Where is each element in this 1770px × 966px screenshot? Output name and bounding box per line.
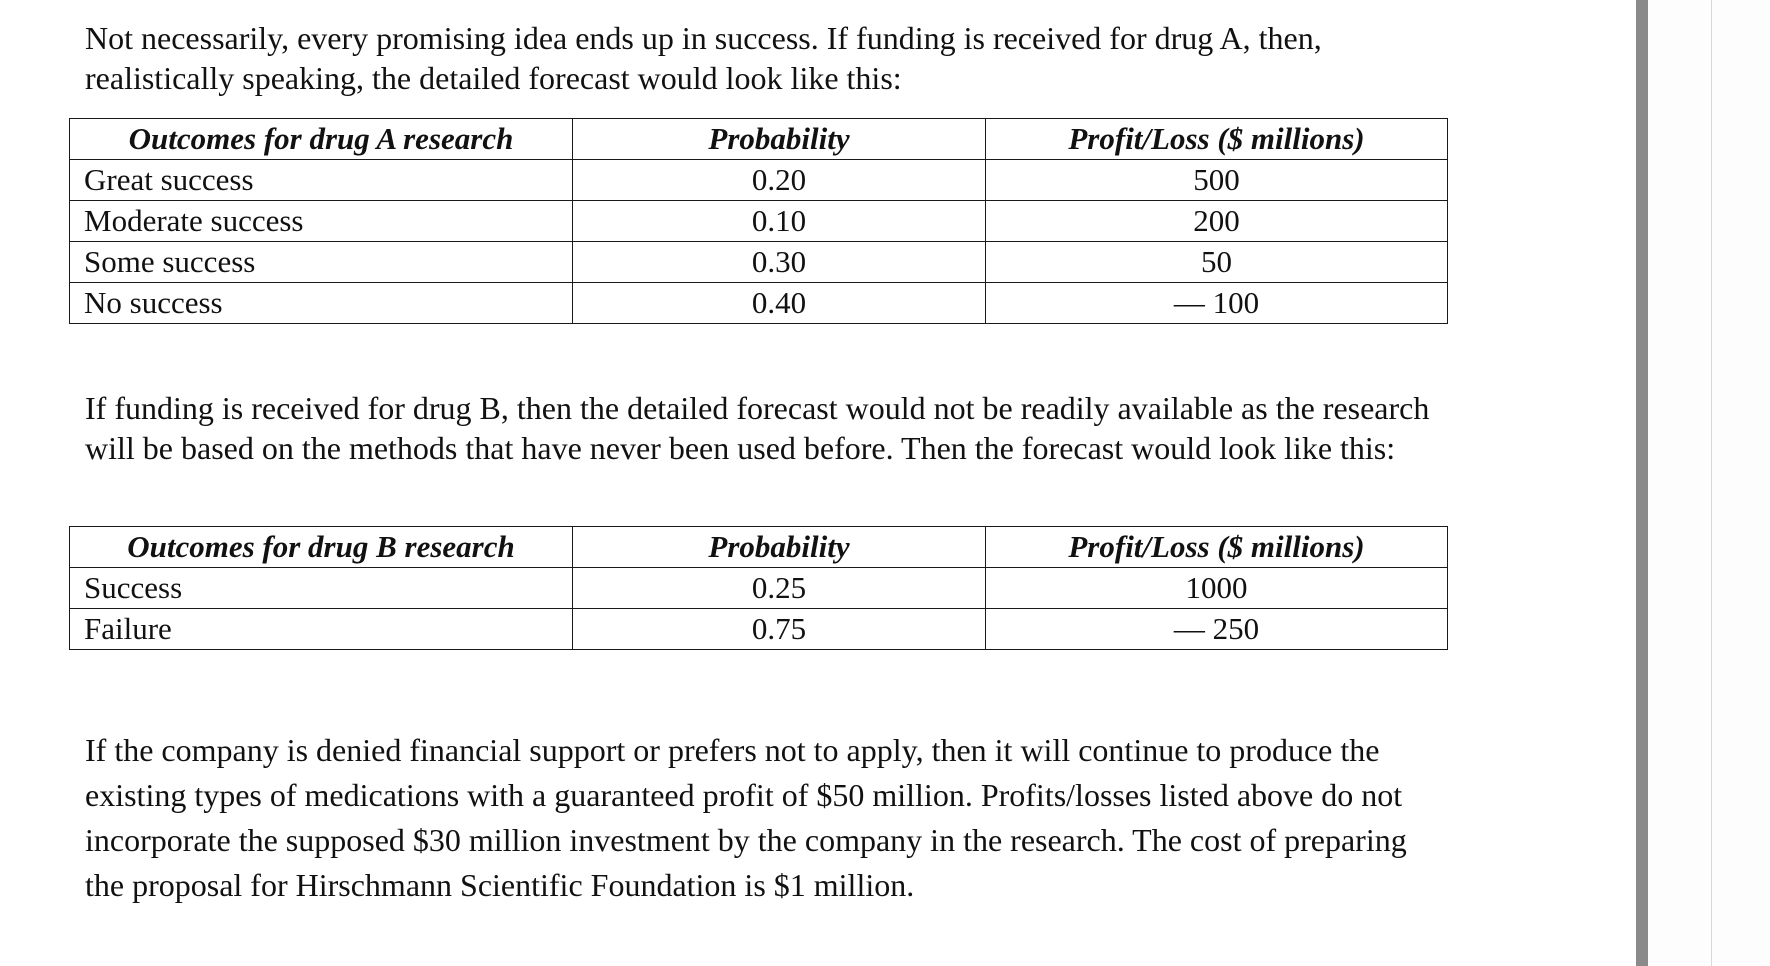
header-profit-loss: Profit/Loss ($ millions) xyxy=(986,119,1448,160)
table-row xyxy=(70,201,1448,242)
header-outcomes: Outcomes for drug B research xyxy=(70,527,573,568)
table-row xyxy=(70,568,1448,609)
profit-cell: 1000 xyxy=(986,568,1448,609)
table-row xyxy=(70,160,1448,201)
profit-cell: 500 xyxy=(986,160,1448,201)
probability-cell: 0.10 xyxy=(573,201,986,242)
profit-cell: — 100 xyxy=(986,283,1448,324)
drug-b-intro-paragraph: If funding is received for drug B, then the detailed forecast would not be readily available as the research will be based on the methods that have never been used before. Then the forecast would look like this: xyxy=(85,390,1430,466)
panel-divider xyxy=(1711,0,1712,966)
probability-cell: 0.40 xyxy=(573,283,986,324)
closing-paragraph: If the company is denied financial support or prefers not to apply, then it will continue to produce the existing types of medications with a guaranteed profit of $50 million. Profits/losses listed above do not incorporate the supposed $30 million investment by the company in the research. The cost of preparing the proposal for Hirschmann Scientific Foundation is $1 million. xyxy=(85,732,1407,903)
outcome-cell: Moderate success xyxy=(70,201,573,242)
outcome-cell: Success xyxy=(70,568,573,609)
drug-a-outcomes-table xyxy=(69,118,1448,324)
vertical-scrollbar[interactable] xyxy=(1636,0,1648,966)
table-row xyxy=(70,609,1448,650)
side-panel xyxy=(1648,0,1770,966)
header-profit-loss: Profit/Loss ($ millions) xyxy=(986,527,1448,568)
intro-paragraph: Not necessarily, every promising idea ends up in success. If funding is received for drug A, then, realistically speaking, the detailed forecast would look like this: xyxy=(85,20,1322,96)
drug-b-outcomes-table xyxy=(69,526,1448,650)
table-row xyxy=(70,242,1448,283)
outcome-cell: Some success xyxy=(70,242,573,283)
outcome-cell: No success xyxy=(70,283,573,324)
probability-cell: 0.25 xyxy=(573,568,986,609)
profit-cell: 200 xyxy=(986,201,1448,242)
table-header-row xyxy=(70,119,1448,160)
profit-cell: — 250 xyxy=(986,609,1448,650)
probability-cell: 0.20 xyxy=(573,160,986,201)
header-probability: Probability xyxy=(573,527,986,568)
outcome-cell: Failure xyxy=(70,609,573,650)
table-row xyxy=(70,283,1448,324)
probability-cell: 0.30 xyxy=(573,242,986,283)
probability-cell: 0.75 xyxy=(573,609,986,650)
table-header-row xyxy=(70,527,1448,568)
header-outcomes: Outcomes for drug A research xyxy=(70,119,573,160)
profit-cell: 50 xyxy=(986,242,1448,283)
outcome-cell: Great success xyxy=(70,160,573,201)
header-probability: Probability xyxy=(573,119,986,160)
